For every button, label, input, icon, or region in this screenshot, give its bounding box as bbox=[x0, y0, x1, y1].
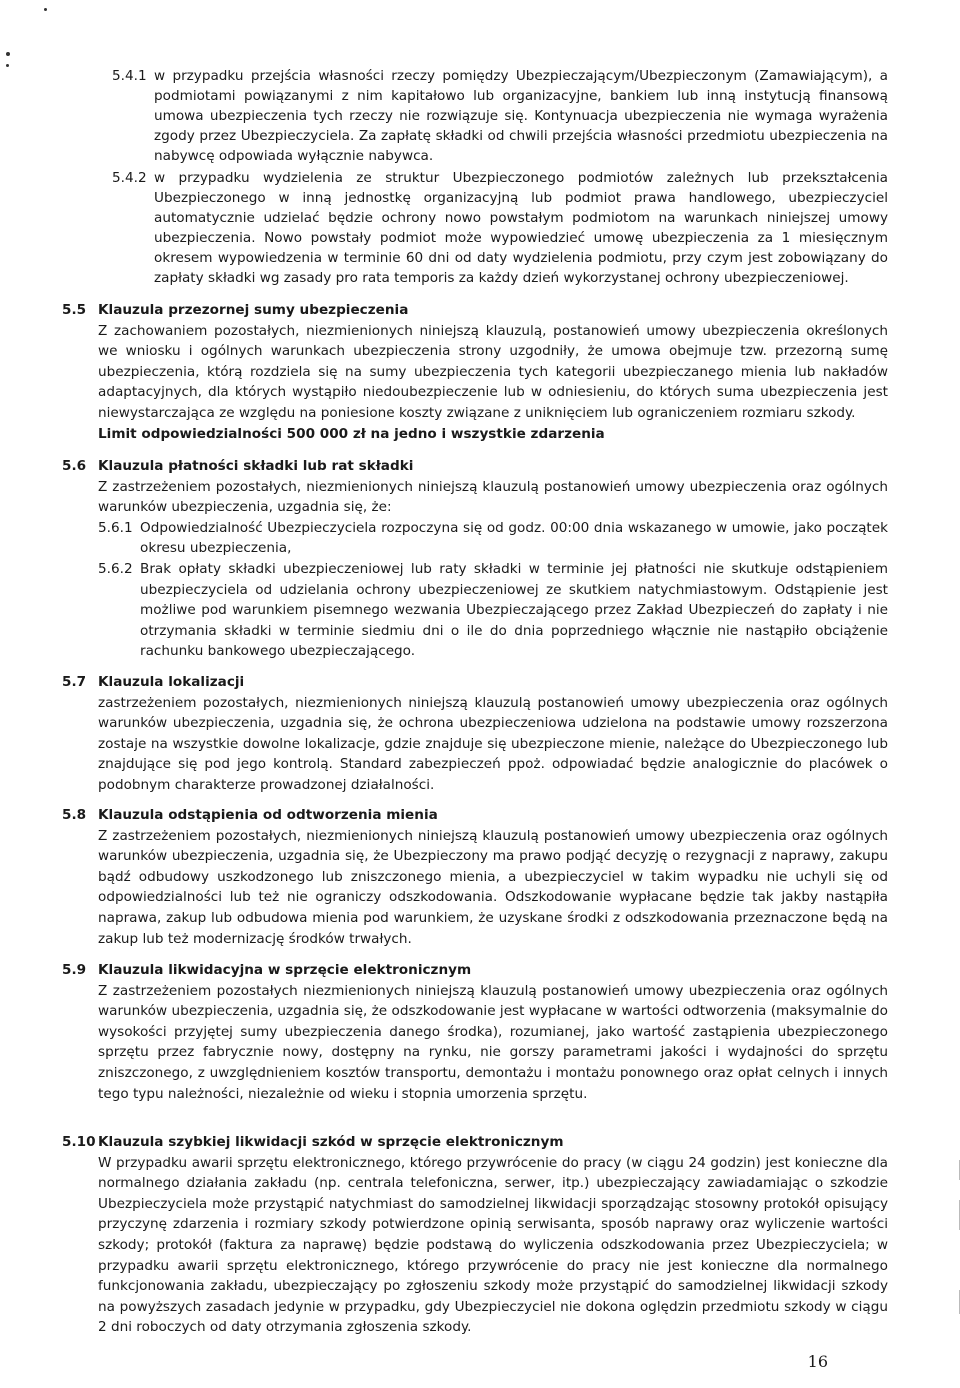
section-number: 5.7 bbox=[62, 674, 87, 690]
subsection-5-4-2 bbox=[112, 168, 888, 288]
section-title: Klauzula przezornej sumy ubezpieczenia bbox=[98, 302, 409, 318]
section-number: 5.9 bbox=[62, 962, 87, 978]
section-5-7 bbox=[62, 672, 888, 796]
page-number: 16 bbox=[807, 1352, 828, 1371]
section-5-9 bbox=[62, 960, 888, 1104]
subsection-number: 5.4.2 bbox=[112, 170, 147, 186]
section-body: Z zachowaniem pozostałych, niezmienionych niniejszą klauzulą, postanowień umowy ubezpieczenia określonych we wniosku i ogólnych warunkach ubezpieczenia strony uzgodniły, że umowa obejmuje tzw. przezorną sumę ubezpieczenia, którą rozdziela się na sumy ubezpieczenia tych kategorii ubezpieczanego mienia lub nakładów adaptacyjnych, dla których wystąpiło niedoubezpieczenie lub w odniesieniu, do których suma ubezpieczenia jest niewystarczająca ze względu na poniesione koszty związane z uniknięciem lub ograniczeniem rozmiaru szkody. bbox=[98, 322, 888, 421]
section-body: W przypadku awarii sprzętu elektronicznego, którego przywrócenie do pracy (w ciągu 24 godzin) jest konieczne dla normalnego działania zakładu (np. centrala telefoniczna, serwer, itp.) ubezpieczający zawiadamiając o szkodzie Ubezpieczyciela może przystąpić natychmiast do samodzielnej likwidacji sporządzając stosowny protokół opisujący przyczynę zdarzenia i rozmiary szkody potwierdzone opinią serwisanta, sposób naprawy oraz wyliczenie wartości szkody; protokół (faktura za naprawę) będzie podstawą do wyliczenia odszkodowania przez Ubezpieczyciela; w przypadku awarii sprzętu elektronicznego, którego przywrócenie do pracy nie jest konieczne dla normalnego funkcjonowania zakładu, ubezpieczający po zgłoszeniu szkody może przystąpić do samodzielnej likwidacji szkody na powyższych zasadach jedynie w przypadku, gdy Ubezpieczyciel nie dokona oględzin przedmiotu szkody w ciągu 2 dni roboczych od daty otrzymania zgłoszenia szkody. bbox=[98, 1154, 888, 1336]
section-heading bbox=[62, 960, 888, 981]
scan-speck bbox=[44, 8, 47, 11]
list-item bbox=[98, 559, 888, 662]
subsection-number: 5.4.1 bbox=[112, 68, 147, 84]
scan-speck bbox=[6, 52, 10, 56]
section-body: zastrzeżeniem pozostałych, niezmienionych niniejszą klauzulą postanowień umowy ubezpieczenia oraz ogólnych warunków ubezpieczenia, uzgadnia się, że ochrona ubezpieczeniowa udzielona na podstawie umowy rozszerzona zostaje na wszystkie dowolne lokalizacje, gdzie znajduje się ubezpieczone mienie, należące do Ubezpieczonego lub znajdujące się pod jego kontrolą. Standard zabezpieczeń ppoż. odpowiadać będzie analogicznie do placówek o podobnym charakterze prowadzonej działalności. bbox=[98, 694, 888, 793]
list-item bbox=[98, 518, 888, 559]
subsection-text: w przypadku wydzielenia ze struktur Ubezpieczonego podmiotów zależnych lub przekształcenia Ubezpieczonego w inną jednostkę organizacyjną lub podmiot prawa handlowego, ubezpieczyciel automatycznie udzielać będzie ochrony nowo powstałym podmiotom na warunkach niniejszej umowy ubezpieczenia. Nowo powstały podmiot może wypowiedzieć umowę ubezpieczenia za 1 miesięcznym okresem wypowiedzenia w terminie 60 dni od daty wydzielenia podmiotu, przy czym jest zobowiązany do zapłaty składki wg zasady pro rata temporis za każdy dzień wykorzystanej ochrony ubezpieczeniowej. bbox=[154, 170, 888, 286]
section-heading bbox=[62, 1132, 888, 1153]
section-number: 5.10 bbox=[62, 1134, 96, 1150]
section-number: 5.6 bbox=[62, 458, 87, 474]
subsection-5-4-1 bbox=[112, 66, 888, 166]
section-title: Klauzula likwidacyjna w sprzęcie elektronicznym bbox=[98, 962, 472, 978]
section-title: Klauzula płatności składki lub rat składki bbox=[98, 458, 414, 474]
section-title: Klauzula lokalizacji bbox=[98, 674, 245, 690]
scan-speck bbox=[6, 64, 9, 67]
subsection-text: w przypadku przejścia własności rzeczy pomiędzy Ubezpieczającym/Ubezpieczonym (Zamawiającym), a podmiotami powiązanymi z nim kapitałowo lub organizacyjne, bankiem lub inną instytucją finansową umowa ubezpieczenia tych rzeczy nie rozwiązuje się. Kontynuacja ubezpieczenia nie wymaga wyrażenia zgody przez Ubezpieczyciela. Za zapłatę składki od chwili przejścia własności przedmiotu ubezpieczenia na nabywcę odpowiada wyłącznie nabywca. bbox=[154, 68, 888, 164]
section-5-8 bbox=[62, 805, 888, 949]
section-heading bbox=[62, 456, 888, 477]
section-number: 5.5 bbox=[62, 302, 87, 318]
item-number: 5.6.2 bbox=[98, 560, 133, 577]
section-5-5 bbox=[62, 300, 888, 444]
item-number: 5.6.1 bbox=[98, 519, 133, 536]
section-body: Z zastrzeżeniem pozostałych, niezmienionych niniejszą klauzulą postanowień umowy ubezpieczenia oraz ogólnych warunków ubezpieczenia, uzgadnia się, że: bbox=[98, 478, 888, 516]
section-body: Z zastrzeżeniem pozostałych niezmienionych niniejszą klauzulą postanowień umowy ubezpieczenia oraz ogólnych warunków ubezpieczenia, uzgadnia się, że odszkodowanie jest wypłacane w wartości odtworzenia (maksymalnie do wysokości przyjętej sumy ubezpieczenia danego środka), rozumianej, jako wartość zastąpienia ubezpieczonego sprzętu przez fabrycznie nowy, dostępny na rynku, nie gorszy parametrami jakości i wydajności do sprzętu zniszczonego, z uwzględnieniem kosztów transportu, demontażu i montażu ponownego oraz opłat celnych i innych tego typu należności, niezależnie od wieku i stopnia umorzenia sprzętu. bbox=[98, 982, 888, 1102]
section-5-10 bbox=[62, 1132, 888, 1338]
section-body: Z zastrzeżeniem pozostałych, niezmienionych niniejszą klauzulą postanowień umowy ubezpieczenia oraz ogólnych warunków ubezpieczenia, uzgadnia się, że Ubezpieczony ma prawo podjąć decyzję o rezygnacji z naprawy, zakupu bądź odbudowy uszkodzonego lub zniszczonego mienia, a ubezpieczyciel w takim wypadku nie uchyli się od odpowiedzialności lub też nie ograniczy odszkodowania. Odszkodowanie wypłacane będzie tak jakby nastąpiła naprawa, zakup lub odbudowa mienia pod warunkiem, że uzyskane środki z odszkodowania przeznaczone będą na zakup lub też modernizację środków trwałych. bbox=[98, 827, 888, 947]
item-text: Odpowiedzialność Ubezpieczyciela rozpoczyna się od godz. 00:00 dnia wskazanego w umowie, jako początek okresu ubezpieczenia, bbox=[140, 519, 888, 557]
section-title: Klauzula szybkiej likwidacji szkód w sprzęcie elektronicznym bbox=[98, 1134, 564, 1150]
section-heading bbox=[62, 805, 888, 826]
section-5-6 bbox=[62, 456, 888, 662]
section-heading bbox=[62, 300, 888, 321]
section-title: Klauzula odstąpienia od odtworzenia mienia bbox=[98, 807, 438, 823]
section-heading bbox=[62, 672, 888, 693]
liability-limit: Limit odpowiedzialności 500 000 zł na jedno i wszystkie zdarzenia bbox=[98, 425, 605, 442]
section-number: 5.8 bbox=[62, 807, 87, 823]
item-text: Brak opłaty składki ubezpieczeniowej lub raty składki w terminie jej płatności nie skutkuje odstąpieniem ubezpieczyciela od udzielania ochrony ubezpieczeniowej ze skutkiem natychmiastowym. Odstąpienie jest możliwe pod warunkiem pisemnego wezwania Ubezpieczającego przez Zakład Ubezpieczeń do zapłaty i nie otrzymania składki w terminie siedmiu dni o ile do dnia poprzedniego włącznie nie nastąpiło obciążenie rachunku bankowego ubezpieczającego. bbox=[140, 560, 888, 660]
